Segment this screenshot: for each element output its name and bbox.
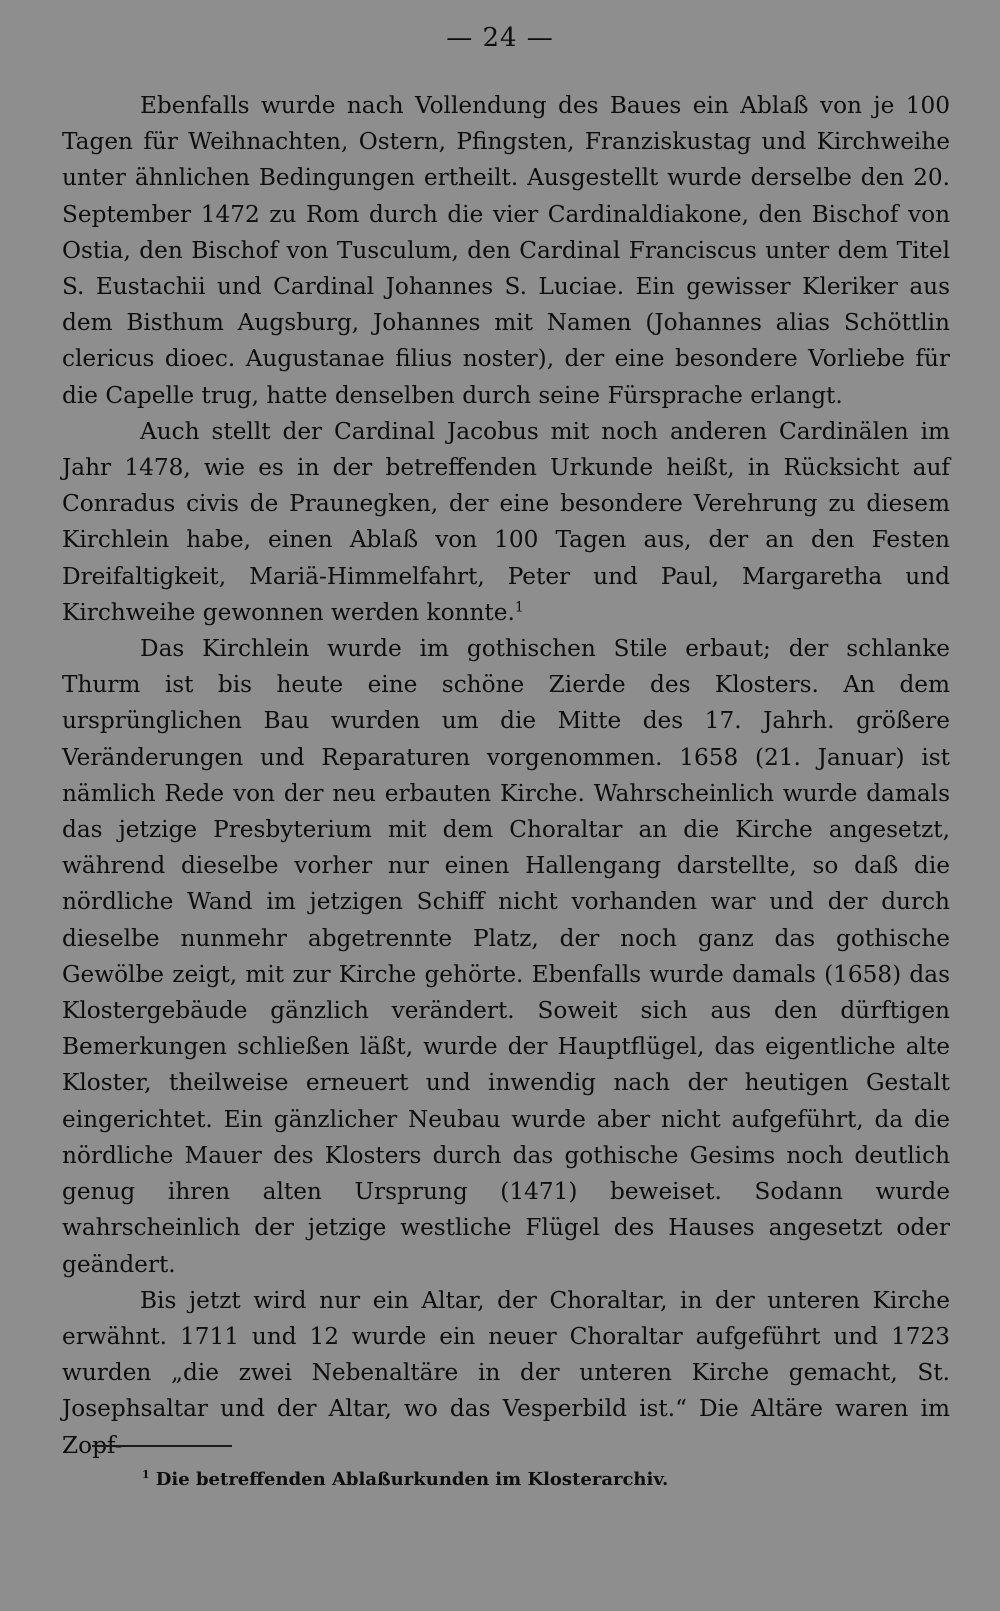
paragraph-4: Bis jetzt wird nur ein Altar, der Choraltar, in der unteren Kirche erwähnt. 1711 und 12 wurde ein neuer Choraltar aufgeführt und 1723 wurden „die zwei Nebenaltäre in der unteren Kirche gemacht, St. Josephsaltar und der Altar, wo das Vesperbild ist.“ Die Altäre waren im Zopf- xyxy=(62,1286,950,1459)
footnote-text: Die betreffenden Ablaßurkunden im Klosterarchiv. xyxy=(155,1469,669,1490)
body-text xyxy=(62,88,950,1464)
footnote xyxy=(142,1467,942,1493)
page-number: — 24 — xyxy=(446,23,554,53)
paragraph-1: Ebenfalls wurde nach Vollendung des Baues ein Ablaß von je 100 Tagen für Weihnachten, Ostern, Pfingsten, Franziskustag und Kirchweihe unter ähnlichen Bedingungen ertheilt. Ausgestellt wurde derselbe den 20. September 1472 zu Rom durch die vier Cardinaldiakone, den Bischof von Ostia, den Bischof von Tusculum, den Cardinal Franciscus unter dem Titel S. Eustachii und Cardinal Johannes S. Luciae. Ein gewisser Kleriker aus dem Bisthum Augsburg, Johannes mit Namen (Johannes alias Schöttlin clericus dioec. Augustanae filius noster), der eine besondere Vorliebe für die Capelle trug, hatte denselben durch seine Fürsprache erlangt. xyxy=(62,92,950,409)
footnote-reference: 1 xyxy=(514,599,524,616)
footnote-divider xyxy=(92,1445,232,1447)
paragraph-3: Das Kirchlein wurde im gothischen Stile erbaut; der schlanke Thurm ist bis heute eine schöne Zierde des Klosters. An dem ursprünglichen Bau wurden um die Mitte des 17. Jahrh. größere Veränderungen und Reparaturen vorgenommen. 1658 (21. Januar) ist nämlich Rede von der neu erbauten Kirche. Wahrscheinlich wurde damals das jetzige Presbyterium mit dem Choraltar an die Kirche angesetzt, während dieselbe vorher nur einen Hallengang darstellte, so daß die nördliche Wand im jetzigen Schiff nicht vorhanden war und der durch dieselbe nunmehr abgetrennte Platz, der noch ganz das gothische Gewölbe zeigt, mit zur Kirche gehörte. Ebenfalls wurde damals (1658) das Klostergebäude gänzlich verändert. Soweit sich aus den dürftigen Bemerkungen schließen läßt, wurde der Hauptflügel, das eigentliche alte Kloster, theilweise erneuert und inwendig nach der heutigen Gestalt eingerichtet. Ein gänzlicher Neubau wurde aber nicht aufgeführt, da die nördliche Mauer des Klosters durch das gothische Gesims noch deutlich genug ihren alten Ursprung (1471) beweiset. Sodann wurde wahrscheinlich der jetzige westliche Flügel des Hauses angesetzt oder geändert. xyxy=(62,635,950,1278)
paragraph-2 xyxy=(62,414,950,631)
footnote-marker: 1 xyxy=(142,1468,150,1481)
paragraph-2-text: Auch stellt der Cardinal Jacobus mit noch anderen Cardinälen im Jahr 1478, wie es in der betreffenden Urkunde heißt, in Rücksicht auf Conradus civis de Praunegken, der eine besondere Verehrung zu diesem Kirchlein habe, einen Ablaß von 100 Tagen aus, der an den Festen Dreifaltigkeit, Mariä-Himmelfahrt, Peter und Paul, Margaretha und Kirchweihe gewonnen werden konnte. xyxy=(62,417,950,626)
